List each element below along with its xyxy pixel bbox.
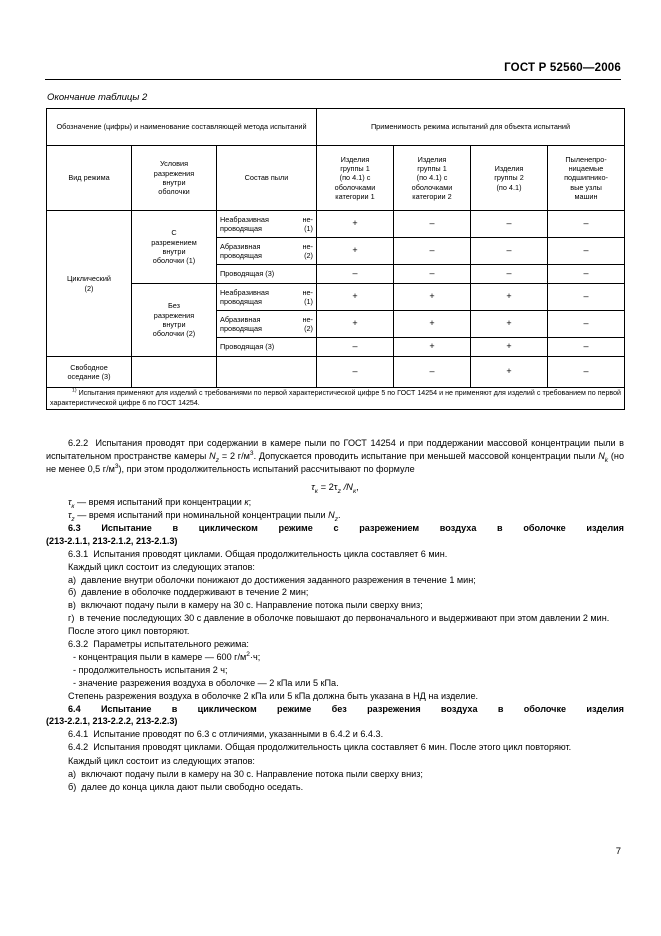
dust-line1: Неабразивная xyxy=(220,287,269,297)
dust-line3: проводящая (2) xyxy=(220,251,313,260)
cell-without-vacuum xyxy=(132,284,217,357)
formula-comma: , xyxy=(356,480,359,492)
p622-text-c: . Допускается проводить испытание при меньшей массовой концентрации пыли xyxy=(253,450,596,461)
with-vacuum-line4: оболочки (1) xyxy=(152,256,196,266)
dash-item-test-duration: - продолжительность испытания 2 ч; xyxy=(73,664,228,675)
cell-applicability-bearings: – xyxy=(548,211,625,238)
list-marker-v: в) xyxy=(68,600,76,611)
formula-tau-sub: к xyxy=(314,487,318,495)
table-2-wrapper xyxy=(46,108,624,410)
paragraph-6-4-2 xyxy=(46,741,624,754)
col-header-group2 xyxy=(471,146,548,211)
formula-test-duration xyxy=(46,480,624,493)
cell-applicability-bearings: – xyxy=(548,338,625,357)
def-tau-text: — время испытаний при концентрации xyxy=(77,497,242,508)
table-row xyxy=(47,211,625,238)
with-vacuum-line2: разрежением xyxy=(151,237,197,247)
col-header-vacuum-line2: разрежения xyxy=(153,168,195,178)
col-header-dust-composition: Состав пыли xyxy=(217,146,317,211)
cell-applicability-g2: – xyxy=(471,238,548,265)
p631-text: Испытания проводят циклами. Общая продолжительность цикла составляет 6 мин. xyxy=(93,548,448,559)
cell-applicability-g1c2: – xyxy=(394,265,471,284)
mode-free-line1: Свободное xyxy=(70,362,108,372)
paragraph-6-3-1 xyxy=(46,548,624,561)
g1c1-line2: группы 1 xyxy=(340,164,370,173)
bu-line5: машин xyxy=(574,191,598,201)
col-header-vacuum-conditions xyxy=(132,146,217,211)
dust-line3: проводящая (2) xyxy=(220,324,313,333)
g1c2-line5: категории 2 xyxy=(412,191,452,201)
table-row xyxy=(47,357,625,388)
bu-line3: подшипнико- xyxy=(564,173,608,183)
g1c2-line3: (по 4.1) с xyxy=(416,173,448,183)
table-footnote-row xyxy=(47,388,625,410)
dash-sup-1: 2 xyxy=(246,650,250,658)
g1c1-line3: (по 4.1) с xyxy=(339,173,371,183)
list-item xyxy=(46,781,624,794)
cell-dust-type xyxy=(217,238,317,265)
cell-applicability-g1c1: – xyxy=(317,338,394,357)
cell-applicability-g1c2: + xyxy=(394,284,471,311)
dust-line2: не- xyxy=(302,314,313,324)
list-text-64a: включают подачу пыли в камеру на 30 с. Направление потока пыли сверху вниз; xyxy=(81,769,423,780)
p622-sup-2: 3 xyxy=(114,462,119,470)
def-tau-tail: ; xyxy=(248,497,252,508)
formula-divide-n: /N xyxy=(343,480,353,492)
cell-empty-dust xyxy=(217,357,317,388)
g2-line3: (по 4.1) xyxy=(496,182,522,192)
def-tauz-var-sub: z xyxy=(334,515,338,523)
cell-applicability-g1c1: + xyxy=(317,284,394,311)
cell-with-vacuum xyxy=(132,211,217,284)
cell-applicability-g1c2: – xyxy=(394,211,471,238)
cell-applicability-g1c2: – xyxy=(394,238,471,265)
dash-item-dust-concentration xyxy=(46,651,624,664)
cell-applicability-g2: – xyxy=(471,211,548,238)
list-marker-64a: а) xyxy=(68,769,77,780)
paragraph-6-3-2 xyxy=(46,638,624,651)
g1c1-line4: оболочками xyxy=(334,182,376,192)
cell-dust-type: Проводящая (3) xyxy=(217,338,317,357)
table-caption: Окончание таблицы 2 xyxy=(47,92,148,103)
def-tau-symbol: τ xyxy=(68,497,72,508)
definition-tau-z xyxy=(46,509,624,522)
list-item xyxy=(46,612,624,625)
list-item xyxy=(46,768,624,781)
paragraph-nd-requirement: Степень разрежения воздуха в оболочке 2 кПа или 5 кПа должна быть указана в НД на изделие. xyxy=(68,690,479,701)
header-group-right: Применимость режима испытаний для объекта испытаний xyxy=(317,109,625,146)
without-vacuum-line2: разрежения xyxy=(153,310,195,320)
p622-text-e: ), при этом продолжительность испытаний рассчитывают по формуле xyxy=(118,463,415,474)
heading-6-4 xyxy=(46,703,624,729)
def-tauz-var: N xyxy=(328,509,335,520)
cell-applicability-g2: + xyxy=(471,284,548,311)
cell-applicability-bearings: – xyxy=(548,311,625,338)
cell-applicability-g2: + xyxy=(471,338,548,357)
list-text-v: включают подачу пыли в камеру на 30 с. Направление потока пыли сверху вниз; xyxy=(80,600,423,611)
cell-mode-cyclic xyxy=(47,211,132,357)
g1c2-line2: группы 1 xyxy=(417,164,447,173)
p622-text-d: (но не менее 0,5 г/м xyxy=(46,450,624,474)
dust-line1: Абразивная xyxy=(220,241,261,251)
p622-sup-1: 3 xyxy=(249,449,254,457)
cell-applicability-g1c1: + xyxy=(317,311,394,338)
cell-applicability-bearings: – xyxy=(548,357,625,388)
list-text-b: давление в оболочке поддерживают в течение 2 мин; xyxy=(81,587,309,598)
mode-cyclic-line2: (2) xyxy=(84,283,94,293)
list-marker-g: г) xyxy=(68,613,75,624)
def-tauz-symbol: τ xyxy=(68,509,72,520)
with-vacuum-line3: внутри xyxy=(162,247,186,256)
dust-line3: проводящая (1) xyxy=(220,297,313,306)
without-vacuum-line3: внутри xyxy=(162,320,186,329)
col-header-vacuum-line3: внутри xyxy=(162,178,186,187)
cell-mode-free-settling xyxy=(47,357,132,388)
cell-applicability-g2: + xyxy=(471,357,548,388)
header-group-left: Обозначение (цифры) и наименование составляющей метода испытаний xyxy=(47,109,317,146)
dash-text-1b: ·ч; xyxy=(249,651,261,662)
cell-applicability-bearings: – xyxy=(548,238,625,265)
p622-text-a: Испытания проводят при содержании в камере пыли по ГОСТ 14254 и при поддержании массовой концентрации пыли в испытательном пространстве камеры xyxy=(46,438,624,461)
cell-applicability-bearings: – xyxy=(548,284,625,311)
list-text-g: в течение последующих 30 с давление в оболочке повышают до первоначального и выдерживают при этом давлении 2 мин. xyxy=(79,613,610,624)
cell-applicability-g1c2: + xyxy=(394,338,471,357)
page-number: 7 xyxy=(615,846,621,857)
def-tau-sub: к xyxy=(71,502,75,510)
list-marker-b: б) xyxy=(68,587,77,598)
formula-tau-z-sub: z xyxy=(337,487,341,495)
formula-n-sub: к xyxy=(352,487,357,495)
bu-line1: Пыленепро- xyxy=(565,154,607,164)
heading-6-4-line1: 6.4 Испытание в циклическом режиме без разрежения воздуха в оболочке изделия xyxy=(68,703,624,714)
cell-applicability-g2: + xyxy=(471,311,548,338)
formula-equals: = 2τ xyxy=(320,480,338,492)
footnote-line2: ГОСТ 14254 и не применяют для изделий с требованием по первой характеристической цифре 6 по ГОСТ 14254. xyxy=(50,389,622,407)
g2-line2: группы 2 xyxy=(494,173,524,183)
body-text xyxy=(46,437,624,794)
p641-text: Испытание проводят по 6.3 с отличиями, указанными в 6.4.2 и 6.4.3. xyxy=(93,729,384,740)
table-header-group-row xyxy=(47,109,625,146)
g2-line1: Изделия xyxy=(494,164,524,173)
clause-number-6-4-1: 6.4.1 xyxy=(68,729,89,740)
cell-dust-type: Проводящая (3) xyxy=(217,265,317,284)
p632-text: Параметры испытательного режима: xyxy=(93,639,249,650)
p622-text-b: = 2 г/м xyxy=(221,450,250,461)
list-marker-64b: б) xyxy=(68,782,77,792)
bu-line2: ницаемые xyxy=(568,164,604,173)
paragraph-6-2-2 xyxy=(46,437,624,476)
p622-variable-nz-sub: z xyxy=(215,456,220,464)
table-row xyxy=(47,284,625,311)
mode-cyclic-line1: Циклический xyxy=(67,274,111,284)
paragraph-6-3-1-sub: Каждый цикл состоит из следующих этапов: xyxy=(68,561,255,572)
cell-applicability-g2: – xyxy=(471,265,548,284)
dust-line3: проводящая (1) xyxy=(220,224,313,233)
heading-6-3-line2: (213-2.1.1, 213-2.1.2, 213-2.1.3) xyxy=(46,535,178,546)
cell-dust-type xyxy=(217,311,317,338)
g1c1-line1: Изделия xyxy=(340,154,370,164)
col-header-bearing-units xyxy=(548,146,625,211)
list-item xyxy=(46,599,624,612)
def-tauz-text: — время испытаний при номинальной концентрации пыли xyxy=(77,509,326,520)
col-header-group1-cat1 xyxy=(317,146,394,211)
cell-applicability-bearings: – xyxy=(548,265,625,284)
heading-6-4-line2: (213-2.2.1, 213-2.2.2, 213-2.2.3) xyxy=(46,716,178,727)
with-vacuum-line1: С xyxy=(171,228,177,238)
list-text-a: давление внутри оболочки понижают до достижения заданного разрежения в течение 1 мин; xyxy=(81,574,476,585)
cell-dust-type xyxy=(217,211,317,238)
clause-number-6-3-1: 6.3.1 xyxy=(68,548,89,559)
dust-line1: Неабразивная xyxy=(220,214,269,224)
footnote-marker: 1) xyxy=(72,387,77,394)
list-text-64b: далее до конца цикла дают пыли свободно оседать. xyxy=(81,782,304,792)
cell-applicability-g1c2: – xyxy=(394,357,471,388)
formula-tau: τ xyxy=(311,480,315,492)
table-header-columns-row xyxy=(47,146,625,211)
standard-header: ГОСТ Р 52560—2006 xyxy=(504,62,621,74)
dust-line2: не- xyxy=(302,287,313,297)
p622-variable-nk: N xyxy=(598,450,605,461)
col-header-vacuum-line4: оболочки xyxy=(158,187,190,197)
dust-line1: Абразивная xyxy=(220,314,261,324)
definition-tau-k xyxy=(46,496,624,509)
col-header-group1-cat2 xyxy=(394,146,471,211)
clause-number-6-4-2: 6.4.2 xyxy=(68,742,89,753)
clause-number-6-3-2: 6.3.2 xyxy=(68,639,89,650)
header-rule xyxy=(45,79,621,80)
col-header-mode: Вид режима xyxy=(47,146,132,211)
mode-free-line2: оседание (3) xyxy=(67,372,111,381)
g1c2-line4: оболочками xyxy=(411,182,453,192)
list-item xyxy=(46,586,624,599)
g1c2-line1: Изделия xyxy=(417,154,447,164)
table-footnote xyxy=(47,388,625,410)
dash-text-1a: - концентрация пыли в камере — 600 г/м xyxy=(73,651,247,662)
def-tauz-sub: z xyxy=(71,515,75,523)
cell-applicability-g1c1: + xyxy=(317,211,394,238)
paragraph-6-4-2-sub: Каждый цикл состоит из следующих этапов: xyxy=(68,756,255,767)
dash-item-vacuum-value: - значение разрежения воздуха в оболочке — 2 кПа или 5 кПа. xyxy=(73,677,339,688)
cell-applicability-g1c1: – xyxy=(317,265,394,284)
paragraph-repeat-cycle: После этого цикл повторяют. xyxy=(68,626,190,637)
cell-dust-type xyxy=(217,284,317,311)
list-marker-a: а) xyxy=(68,574,77,585)
col-header-vacuum-line1: Условия xyxy=(159,159,189,169)
without-vacuum-line4: оболочки (2) xyxy=(152,329,196,339)
paragraph-6-4-1 xyxy=(46,728,624,741)
heading-6-3-line1: 6.3 Испытание в циклическом режиме с разрежением воздуха в оболочке изделия xyxy=(68,522,624,533)
heading-6-3 xyxy=(46,522,624,548)
bu-line4: вые узлы xyxy=(570,182,602,192)
list-item xyxy=(46,574,624,587)
clause-number-6-2-2: 6.2.2 xyxy=(68,438,89,448)
table-2 xyxy=(46,108,625,410)
p622-variable-nk-sub: k xyxy=(604,456,609,464)
without-vacuum-line1: Без xyxy=(167,301,181,311)
cell-empty-vacuum xyxy=(132,357,217,388)
g1c1-line5: категории 1 xyxy=(335,191,375,201)
def-tau-var: к xyxy=(244,497,249,508)
p642-text: Испытания проводят циклами. Общая продолжительность цикла составляет 6 мин. После этого цикл повторяют. xyxy=(93,742,572,753)
footnote-line1: Испытания применяют для изделий с требованиями по первой характеристической цифре 5 по xyxy=(78,389,396,397)
cell-applicability-g1c1: + xyxy=(317,238,394,265)
def-tauz-tail: . xyxy=(337,509,341,520)
p622-variable-nz: N xyxy=(209,450,216,461)
cell-applicability-g1c1: – xyxy=(317,357,394,388)
dust-line2: не- xyxy=(302,214,313,224)
dust-line2: не- xyxy=(302,241,313,251)
cell-applicability-g1c2: + xyxy=(394,311,471,338)
